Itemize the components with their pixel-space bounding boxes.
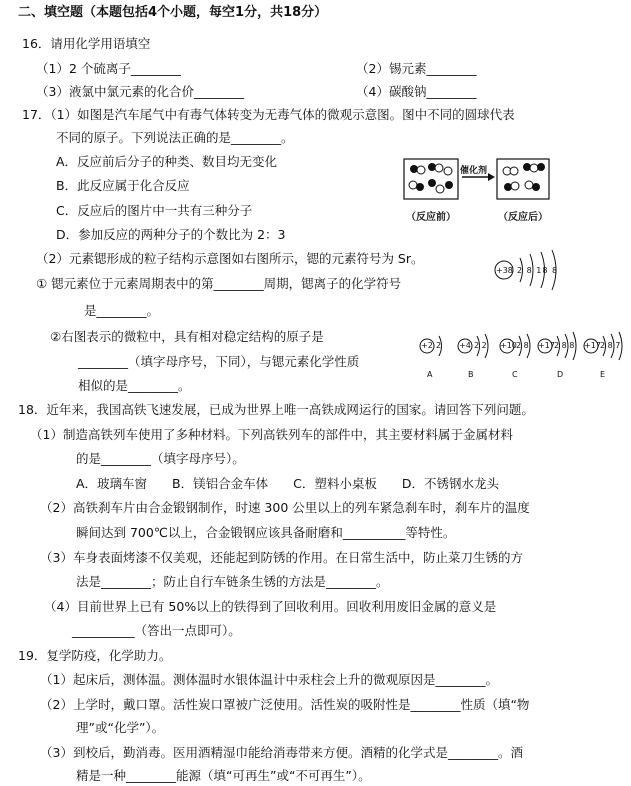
q16-item-4: （4）碳酸钠________ [356, 84, 477, 99]
atom-e-shells: 2 8 7 [600, 341, 621, 350]
q17-part2: （2）元素锶形成的粒子结构示意图如右图所示，锶的元素符号为 Sr。 [36, 251, 424, 266]
q18-part3-line1: （3）车身表面烤漆不仅美观，还能起到防锈的作用。在日常生活中，防止菜刀生锈的方 [40, 550, 523, 565]
atom-c-letter: C [512, 370, 518, 379]
atom-e-letter: E [600, 370, 606, 379]
q16-item-2: （2）锡元素________ [356, 61, 477, 76]
atom-b-nucleus: +4 [459, 341, 471, 350]
q17-sub2-line3: 相似的是________。 [78, 378, 191, 393]
q19-part1: （1）起床后，测体温。测体温时水银体温计中汞柱会上升的微观原因是________。 [40, 672, 498, 687]
before-label: （反应前） [406, 212, 456, 223]
q18-part1-line1: （1）制造高铁列车使用了多种材料。下列高铁列车的部件中，其主要材料属于金属材料 [30, 427, 513, 442]
q18-part4-line1: （4）目前世界上已有 50%以上的铁得到了回收利用。回收利用废旧金属的意义是 [44, 599, 497, 614]
atom-d-letter: D [557, 370, 564, 379]
atom-a-nucleus: +2 [421, 341, 433, 350]
q17-option-c: C．反应后的图片中一共有三种分子 [56, 203, 253, 218]
atom-c-nucleus: +10 [500, 341, 517, 350]
q18-part1-line2: 的是________（填字母序号）。 [76, 451, 245, 466]
atom-c-shells: 2 8 [516, 341, 529, 350]
atom-b-shells: 2 2 [474, 341, 487, 350]
q18-options: A．玻璃车窗 B．镁铝合金车体 C．塑料小桌板 D．不锈钢水龙头 [76, 476, 499, 491]
after-label: （反应后） [498, 212, 548, 223]
section-title: 二、填空题（本题包括4个小题，每空1分，共18分） [18, 5, 328, 20]
q19-part2-line1: （2）上学时，戴口罩。活性炭口罩被广泛使用。活性炭的吸附性是________性质（填“物 [40, 697, 530, 712]
q17-option-d: D．参加反应的两种分子的个数比为 2：3 [56, 227, 286, 242]
q17-stem-1: 17．（1）如图是汽车尾气中有毒气体转变为无毒气体的微观示意图。图中不同的圆球代表 [22, 107, 515, 122]
q18-stem: 18．近年来，我国高铁飞速发展，已成为世界上唯一高铁成网运行的国家。请回答下列问题。 [18, 402, 534, 417]
q19-stem: 19．复学防疫，化学助力。 [18, 648, 172, 663]
q17-option-b: B．此反应属于化合反应 [56, 178, 190, 193]
q19-part2-line2: 理”或“化学”）。 [76, 720, 165, 735]
sr-shells: 2 8 18 8 [517, 266, 559, 275]
atom-a-shells: 2 [436, 341, 442, 350]
q17-stem-2: 不同的原子。下列说法正确的是________。 [56, 130, 294, 145]
atom-d-shells: 2 8 8 [554, 341, 575, 350]
q18-part2-line1: （2）高铁刹车片由合金锻钢制作，时速 300 公里以上的列车紧急刹车时，刹车片的温度 [40, 500, 530, 515]
sr-nucleus: +38 [496, 266, 513, 275]
q19-part3-line2: 精是一种________能源（填“可再生”或“不可再生”）。 [76, 768, 371, 783]
q18-part3-line2: 法是________；防止自行车链条生锈的方法是________。 [76, 574, 389, 589]
q16-item-3: （3）液氯中氯元素的化合价________ [36, 84, 244, 99]
q19-part3-line1: （3）到校后，勤消毒。医用酒精湿巾能给消毒带来方便。酒精的化学式是________。酒 [40, 745, 523, 760]
atom-d-nucleus: +17 [538, 341, 555, 350]
q17-sub2-line2: ________（填字母序号，下同），与锶元素化学性质 [78, 354, 360, 369]
catalyst-label: 催化剂 [460, 166, 488, 176]
q17-sub2-line1: ②右图表示的微粒中，具有相对稳定结构的原子是 [50, 329, 324, 344]
atom-a-letter: A [427, 370, 433, 379]
atom-b-letter: B [468, 370, 474, 379]
q17-sub1-line2: 是________。 [84, 303, 160, 318]
atom-e-nucleus: +17 [584, 341, 601, 350]
q16-item-1: （1）2 个硫离子________ [36, 61, 181, 76]
q18-part2-line2: 瞬间达到 700℃以上，合金锻钢应该具备耐磨和__________等特性。 [76, 525, 456, 540]
q17-option-a: A．反应前后分子的种类、数目均无变化 [56, 154, 278, 169]
q17-sub1-line1: ① 锶元素位于元素周期表中的第________周期，锶离子的化学符号 [36, 276, 402, 291]
q16-stem: 16．请用化学用语填空 [22, 36, 151, 51]
q18-part4-line2: __________（答出一点即可）。 [72, 623, 241, 638]
